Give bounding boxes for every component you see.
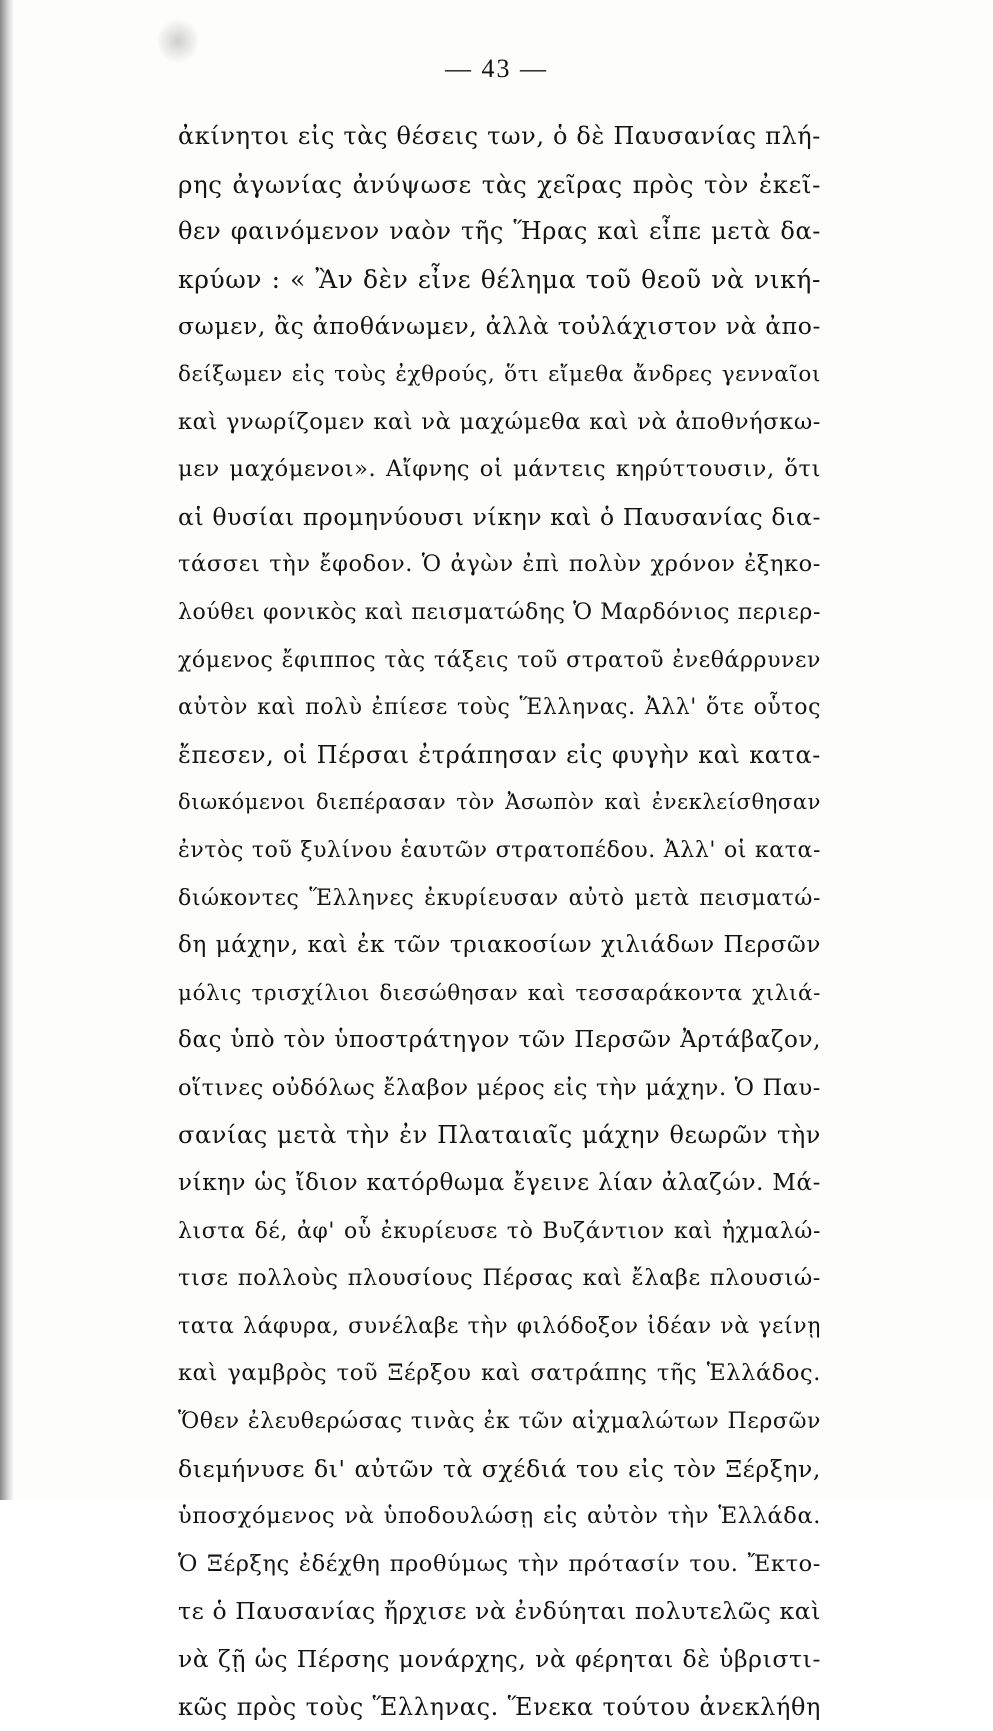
text-line: τάσσει τὴν ἔφοδον. Ὁ ἀγὼν ἐπὶ πολὺν χρόνον ἐξηκο- xyxy=(178,551,821,578)
text-line: μόλις τρισχίλιοι διεσώθησαν καὶ τεσσαράκοντα χιλιά- xyxy=(178,980,821,1006)
text-line: διεμήνυσε δι' αὐτῶν τὰ σχέδιά του εἰς τὸν Ξέρξην, xyxy=(178,1454,821,1483)
text-line: καὶ γαμβρὸς τοῦ Ξέρξου καὶ σατράπης τῆς Ἑλλάδος. xyxy=(178,1360,821,1387)
text-line: διώκοντες Ἕλληνες ἐκυρίευσαν αὐτὸ μετὰ πεισματώ- xyxy=(178,885,821,911)
text-line: χόμενος ἔφιππος τὰς τάξεις τοῦ στρατοῦ ἐνεθάρρυνεν xyxy=(178,647,821,673)
text-line: διωκόμενοι διεπέρασαν τὸν Ἀσωπὸν καὶ ἐνεκλείσθησαν xyxy=(178,790,821,815)
text-line: σανίας μετὰ τὴν ἐν Πλαταιαῖς μάχην θεωρῶν τὴν xyxy=(178,1121,821,1150)
page-edge-shadow xyxy=(0,0,14,1500)
text-line: δη μάχην, καὶ ἐκ τῶν τριακοσίων χιλιάδων Περσῶν xyxy=(178,932,821,959)
page-number: — 43 — xyxy=(445,54,548,83)
text-line: ἔπεσεν, οἱ Πέρσαι ἐτράπησαν εἰς φυγὴν καὶ κατα- xyxy=(178,740,821,769)
text-line: σωμεν, ἂς ἀποθάνωμεν, ἀλλὰ τοὐλάχιστον νὰ ἀπο- xyxy=(178,312,821,341)
text-line: μεν μαχόμενοι». Αἴφνης οἱ μάντεις κηρύττουσιν, ὅτι xyxy=(178,456,821,483)
text-line: δας ὑπὸ τὸν ὑποστράτηγον τῶν Περσῶν Ἀρτάβαζον, xyxy=(178,1027,821,1054)
text-line: ὑποσχόμενος νὰ ὑποδουλώσῃ εἰς αὐτὸν τὴν Ἑλλάδα. xyxy=(178,1503,821,1530)
text-line: θεν φαινόμενον ναὸν τῆς Ἥρας καὶ εἶπε μετὰ δα- xyxy=(178,217,821,246)
text-line: κῶς πρὸς τοὺς Ἕλληνας. Ἕνεκα τούτου ἀνεκλήθη xyxy=(178,1692,821,1721)
text-line: τατα λάφυρα, συνέλαβε τὴν φιλόδοξον ἰδέαν νὰ γείνῃ xyxy=(178,1313,821,1339)
text-line: τε ὁ Παυσανίας ἤρχισε νὰ ἐνδύηται πολυτελῶς καὶ xyxy=(178,1597,822,1626)
text-line: λιστα δέ, ἀφ' οὗ ἐκυρίευσε τὸ Βυζάντιον καὶ ἠχμαλώ- xyxy=(178,1218,821,1244)
text-line: καὶ γνωρίζομεν καὶ νὰ μαχώμεθα καὶ νὰ ἀποθνήσκω- xyxy=(178,408,821,435)
text-line: Ὁ Ξέρξης ἐδέχθη προθύμως τὴν πρότασίν του. Ἔκτο- xyxy=(178,1550,821,1577)
body-text xyxy=(178,113,821,1731)
text-line: Ὅθεν ἐλευθερώσας τινὰς ἐκ τῶν αἰχμαλώτων Περσῶν xyxy=(178,1409,821,1435)
text-line: ρης ἀγωνίας ἀνύψωσε τὰς χεῖρας πρὸς τὸν ἐκεῖ- xyxy=(178,169,821,199)
text-line: νὰ ζῇ ὡς Πέρσης μονάρχης, νὰ φέρηται δὲ ὑβριστι- xyxy=(178,1645,821,1673)
text-line: νίκην ὡς ἴδιον κατόρθωμα ἔγεινε λίαν ἀλαζών. Μά- xyxy=(178,1170,821,1197)
text-line: κρύων : « Ἂν δὲν εἶνε θέλημα τοῦ θεοῦ νὰ νική- xyxy=(178,264,821,294)
text-line: οἵτινες οὐδόλως ἔλαβον μέρος εἰς τὴν μάχην. Ὁ Παυ- xyxy=(178,1074,821,1101)
text-line: ἐντὸς τοῦ ξυλίνου ἑαυτῶν στρατοπέδου. Ἀλλ' οἱ κατα- xyxy=(178,837,821,863)
text-line: ἀκίνητοι εἰς τὰς θέσεις των, ὁ δὲ Παυσανίας πλή- xyxy=(178,122,821,150)
text-line: δείξωμεν εἰς τοὺς ἐχθρούς, ὅτι εἴμεθα ἄνδρες γενναῖοι xyxy=(178,361,821,387)
text-line: αὐτὸν καὶ πολὺ ἐπίεσε τοὺς Ἕλληνας. Ἀλλ' ὅτε οὗτος xyxy=(178,695,821,721)
text-line: λούθει φονικὸς καὶ πεισματώδης Ὁ Μαρδόνιος περιερ- xyxy=(178,599,821,625)
text-line: τισε πολλοὺς πλουσίους Πέρσας καὶ ἔλαβε πλουσιώ- xyxy=(178,1265,821,1292)
text-line: αἱ θυσίαι προμηνύουσι νίκην καὶ ὁ Παυσανίας δια- xyxy=(178,502,821,531)
